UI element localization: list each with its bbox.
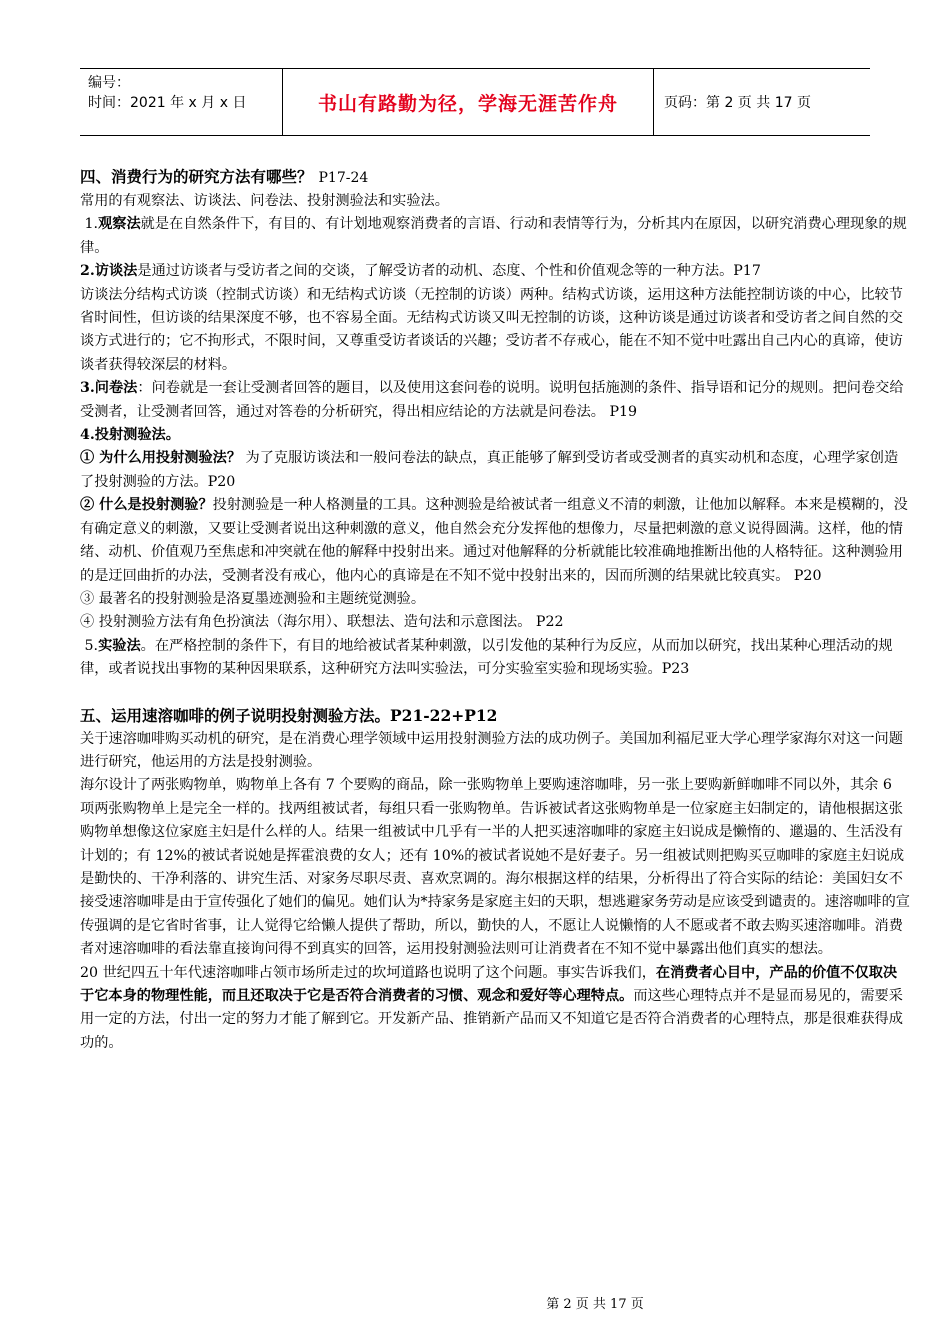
projective-why: ① 为什么用投射测验法？ 为了克服访谈法和一般问卷法的缺点，真正能够了解到受访者或受测者的真实动机和态度，心理学家创造了投射测验的方法。P20 bbox=[80, 450, 899, 490]
number-label: 编号： bbox=[88, 75, 130, 91]
page-header bbox=[80, 68, 870, 136]
header-page-cell bbox=[654, 69, 870, 135]
method-observation: 1.观察法就是在自然条件下，有目的、有计划地观察消费者的言语、行动和表情等行为，分析其内在原因，以研究消费心理现象的规律。 bbox=[80, 216, 907, 256]
document-body bbox=[80, 165, 910, 1055]
section5-paragraph-1: 关于速溶咖啡购买动机的研究，是在消费心理学领域中运用投射测验方法的成功例子。美国加利福尼亚大学心理学家海尔对这一问题进行研究，他运用的方法是投射测验。 bbox=[80, 730, 903, 770]
method-experiment: 5.实验法。在严格控制的条件下，有目的地给被试者某种刺激，以引发他的某种行为反应，从而加以研究，找出某种心理活动的规律，或者说找出事物的某种因果联系，这种研究方法叫实验法，可分实验室实验和现场实验。P23 bbox=[80, 637, 893, 678]
method-interview: 2.访谈法是通过访谈者与受访者之间的交谈，了解受访者的动机、态度、个性和价值观念等的一种方法。P17 bbox=[80, 263, 761, 280]
projective-types: ④ 投射测验方法有角色扮演法（海尔用）、联想法、造句法和示意图法。 P22 bbox=[80, 614, 564, 631]
section4-intro: 常用的有观察法、访谈法、问卷法、投射测验法和实验法。 bbox=[80, 193, 449, 209]
section5-paragraph-3: 20 世纪四五十年代速溶咖啡占领市场所走过的坎坷道路也说明了这个问题。事实告诉我们，在消费者心目中，产品的价值不仅取决于它本身的物理性能，而且还取决于它是否符合消费者的习惯、观念和爱好等心理特点。而这些心理特点并不是显而易见的，需要采用一定的方法，付出一定的努力才能了解到它。开发新产品、推销新产品而又不知道它是否符合消费者的心理特点，那是很难获得成功的。 bbox=[80, 964, 903, 1051]
method-questionnaire: 3.问卷法：问卷就是一套让受测者回答的题目，以及使用这套问卷的说明。说明包括施测的条件、指导语和记分的规则。把问卷交给受测者，让受测者回答，通过对答卷的分析研究，得出相应结论的方法就是问卷法。 P19 bbox=[80, 380, 904, 420]
date-label: 时间：2021 年 x 月 x 日 bbox=[88, 95, 247, 111]
page-label: 页码：第 2 页 共 17 页 bbox=[664, 95, 811, 111]
method-interview-detail: 访谈法分结构式访谈（控制式访谈）和无结构式访谈（无控制的访谈）两种。结构式访谈，运用这种方法能控制访谈的中心，比较节省时间性，但访谈的结果深度不够，也不容易全面。无结构式访谈又叫无控制的访谈，这种访谈是通过访谈者和受访者之间自然的交谈方式进行的；它不拘形式，不限时间，又尊重受访者谈话的兴趣；受访者不存戒心，能在不知不觉中吐露出自己内心的真谛，使访谈者获得较深层的材料。 bbox=[80, 286, 903, 373]
projective-what: ② 什么是投射测验？投射测验是一种人格测量的工具。这种测验是给被试者一组意义不清的刺激，让他加以解释。本来是模糊的，没有确定意义的刺激，又要让受测者说出这种刺激的意义，他自然会充分发挥他的想像力，尽量把刺激的意义说得圆满。这样，他的情绪、动机、价值观乃至焦虑和冲突就在他的解释中投射出来。通过对他解释的分析就能比较准确地推断出他的人格特征。这种测验用的是迂回曲折的办法，受测者没有戒心，他内心的真谛是在不知不觉中投射出来的，因而所测的结果就比较真实。 P20 bbox=[80, 497, 908, 584]
motto: 书山有路勤为径，学海无涯苦作舟 bbox=[317, 92, 618, 115]
header-meta bbox=[80, 69, 282, 135]
section5-heading: 五、运用速溶咖啡的例子说明投射测验方法。P21-22+P12 bbox=[80, 705, 498, 725]
header-motto-cell bbox=[282, 69, 654, 135]
section5-paragraph-2: 海尔设计了两张购物单，购物单上各有 7 个要购的商品，除一张购物单上要购速溶咖啡，另一张上要购新鲜咖啡不同以外，其余 6 项两张购物单上是完全一样的。找两组被试者，每组只看一张购物单。告诉被试者这张购物单是一位家庭主妇制定的，请他根据这张购物单想像这位家庭主妇是什么样的人。结果一组被试中几乎有一半的人把买速溶咖啡的家庭主妇说成是懒惰的、邋遢的、生活没有计划的；有 12%的被试者说她是挥霍浪费的女人；还有 10%的被试者说她不是好妻子。另一组被试则把购买豆咖啡的家庭主妇说成是勤快的、干净利落的、讲究生活、对家务尽职尽责、喜欢烹调的。海尔根据这样的结果，分析得出了符合实际的结论：美国妇女不接受速溶咖啡是由于宣传强化了她们的偏见。她们认为*持家务是家庭主妇的天职，想逃避家务劳动是应该受到谴责的。速溶咖啡的宣传强调的是它省时省事，让人觉得它给懒人提供了帮助，所以，勤快的人，不愿让人说懒惰的人不愿或者不敢去购买速溶咖啡。消费者对速溶咖啡的看法靠直接询问得不到真实的回答，运用投射测验法则可让消费者在不知不觉中暴露出他们真实的想法。 bbox=[80, 777, 910, 958]
method-projective-title: 4.投射测验法。 bbox=[80, 427, 180, 444]
section4-heading: 四、消费行为的研究方法有哪些？ P17-24 bbox=[80, 167, 369, 186]
projective-famous: ③ 最著名的投射测验是洛夏墨迹测验和主题统觉测验。 bbox=[80, 590, 426, 607]
page-footer: 第 2 页 共 17 页 bbox=[546, 1297, 644, 1312]
